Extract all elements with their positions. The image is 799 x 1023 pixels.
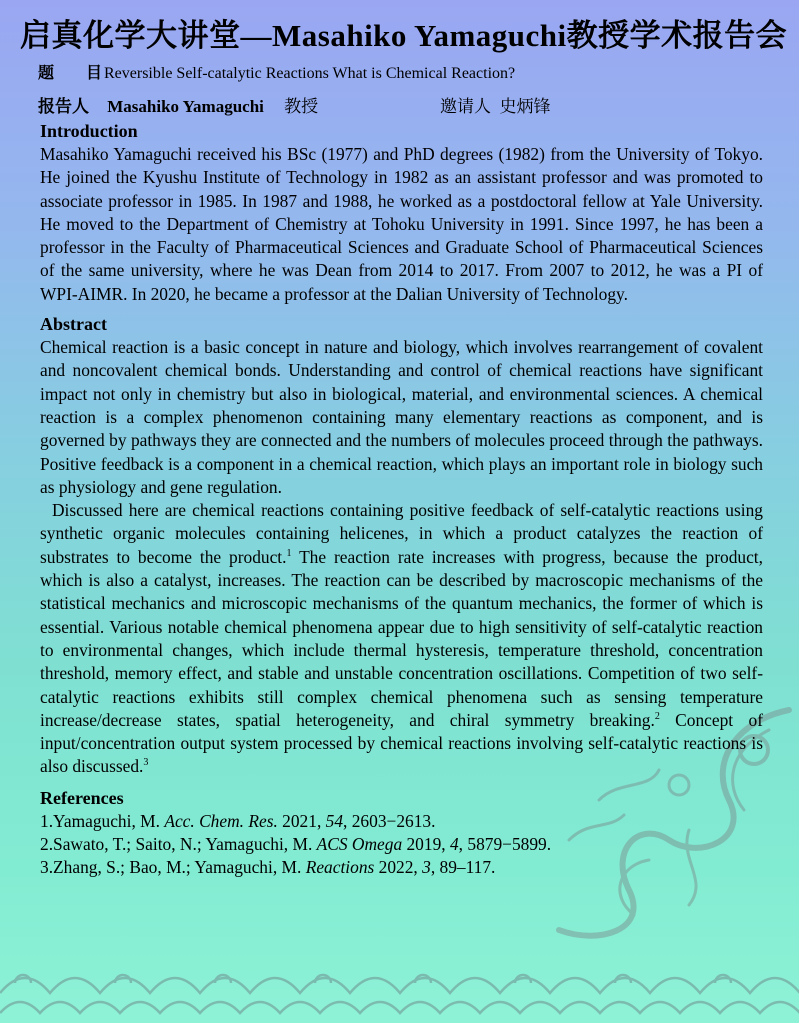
reference-item — [40, 810, 763, 833]
speaker-row — [38, 92, 551, 117]
reference-item — [40, 856, 763, 879]
topic-row — [38, 60, 515, 83]
abstract-p2-part-b: The reaction rate increases with progress, because the product, which is also a catalyst, increases. The reaction can be described by macroscopic mechanisms of the statistical mechanics and microscopic mechanisms of the quantum mechanics, the former of which is essential. Various notable chemical phenomena appear due to high sensitivity of self-catalytic reaction to environmental changes, which include thermal hysteresis, temperature threshold, concentration threshold, memory effect, and stable and unstable concentration oscillations. Competition of two self-catalytic reactions exhibits still complex chemical phenomena such as sensing temperature increase/decrease states, spatial heterogeneity, and chiral symmetry breaking. — [40, 546, 763, 730]
ref-year: 2021, — [277, 810, 326, 831]
ref-volume: 54 — [325, 810, 344, 831]
ref-pages: , 89–117. — [430, 857, 496, 878]
ref-authors: 2.Sawato, T.; Saito, N.; Yamaguchi, M. — [40, 834, 317, 855]
ref-year: 2022, — [374, 857, 423, 878]
speaker-title: 教授 — [284, 97, 319, 116]
ref-year: 2019, — [402, 834, 450, 855]
abstract-heading: Abstract — [40, 314, 107, 335]
citation-2: 2 — [654, 711, 660, 723]
introduction-heading: Introduction — [40, 121, 138, 141]
topic-text: Reversible Self-catalytic Reactions What is Chemical Reaction? — [104, 65, 516, 82]
introduction-text: Masahiko Yamaguchi received his BSc (1977) and PhD degrees (1982) from the University of Tokyo. He joined the Kyushu Institute of Technology in 1982 as an assistant professor and was promoted to associate professor in 1985. In 1987 and 1988, he worked as a postdoctoral fellow at Yale University. He moved to the Department of Chemistry at Tohoku University in 1991. Since 1997, he has been a professor in the Faculty of Pharmaceutical Sciences and Graduate School of Pharmaceutical Sciences of the same university, where he was Dean from 2014 to 2017. From 2007 to 2012, he was a PI of WPI-AIMR. In 2020, he became a professor at the Dalian University of Technology. — [40, 144, 763, 304]
ref-journal: Acc. Chem. Res. — [164, 810, 278, 831]
ref-journal: ACS Omega — [316, 834, 403, 855]
speaker-name: Masahiko Yamaguchi — [107, 97, 264, 116]
ref-authors: 1.Yamaguchi, M. — [40, 810, 165, 831]
abstract-p2-part-a: Discussed here are chemical reactions containing positive feedback of self-catalytic reactions using synthetic organic molecules containing helicenes, in which a product catalyzes the reaction of substrates to become the product. — [40, 500, 763, 567]
abstract-paragraph-2 — [40, 499, 763, 779]
page-title: 启真化学大讲堂—Masahiko Yamaguchi教授学术报告会 — [20, 18, 788, 53]
ref-volume: 3 — [422, 857, 431, 878]
abstract-p2-part-c: Concept of input/concentration output system processed by chemical reactions involving self-catalytic reactions is also discussed. — [40, 709, 763, 777]
ref-authors: 3.Zhang, S.; Bao, M.; Yamaguchi, M. — [40, 857, 306, 878]
ref-pages: , 5879−5899. — [458, 834, 552, 855]
inviter-label: 邀请人 — [440, 97, 491, 116]
topic-label: 题 目 — [38, 65, 117, 82]
ref-journal: Reactions — [305, 857, 375, 878]
references-section — [40, 787, 763, 880]
main-content — [40, 120, 763, 880]
inviter-name: 史炳锋 — [499, 97, 551, 116]
inviter — [440, 92, 551, 117]
speaker-label: 报告人 — [38, 97, 89, 116]
wave-pattern-decoration — [0, 953, 799, 1023]
ref-volume: 4 — [449, 834, 459, 855]
abstract-paragraph-1: Chemical reaction is a basic concept in nature and biology, which involves rearrangement of covalent and noncovalent chemical bonds. Understanding and control of chemical reactions have significant impact not only in chemistry but also in biological, material, and environmental sciences. A chemical reaction is a complex phenomenon containing many elementary reactions as component, and is governed by pathways they are connected and the numbers of molecules proceed through the pathways. Positive feedback is a component in a chemical reaction, which plays an important role in biology such as physiology and gene regulation. — [40, 337, 763, 497]
citation-3: 3 — [143, 757, 149, 769]
reference-item — [40, 833, 763, 856]
references-heading: References — [40, 787, 124, 808]
ref-pages: , 2603−2613. — [343, 810, 436, 831]
citation-1: 1 — [286, 547, 292, 559]
